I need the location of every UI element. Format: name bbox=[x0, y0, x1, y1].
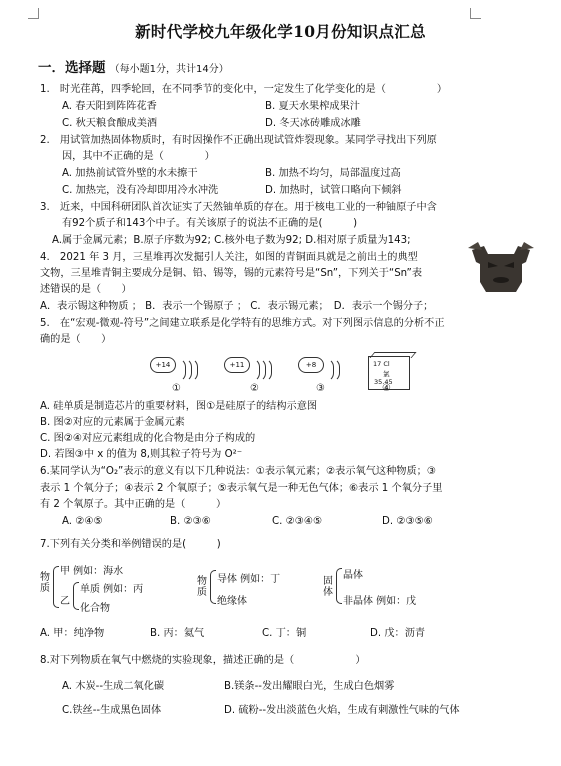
bronze-mask-image bbox=[466, 236, 536, 302]
q7-option-c: C. 丁：铜 bbox=[262, 628, 307, 639]
figure-label-1: ① bbox=[172, 383, 181, 394]
nucleus-3: +8 bbox=[298, 357, 324, 373]
q7-stem: 7.下列有关分类和举例错误的是( ) bbox=[40, 539, 221, 550]
q4-stem-line2: 文物，三星堆青铜主要成分是铜、铅、锡等，锡的元素符号是“Sn”，下列关于“Sn”表 bbox=[40, 268, 423, 279]
q4-stem-line3: 述错误的是（ ） bbox=[40, 284, 132, 295]
figure-label-3: ③ bbox=[316, 383, 325, 394]
crop-mark-top-left bbox=[28, 8, 39, 19]
classification-diagram bbox=[40, 562, 460, 614]
q1-option-c: C. 秋天粮食酿成美酒 bbox=[62, 118, 158, 129]
section-note: （每小题1分，共计14分） bbox=[109, 64, 229, 75]
section-heading bbox=[38, 56, 229, 76]
diagram-b-daoti: 导体 例如：丁 bbox=[217, 574, 281, 585]
q5-option-d: D. 若图③中 x 的值为 8,则其粒子符号为 O²⁻ bbox=[40, 449, 243, 460]
q7-option-a: A. 甲：纯净物 bbox=[40, 628, 105, 639]
q7-option-b: B. 丙：氦气 bbox=[150, 628, 205, 639]
q2-stem-line1: 2. 用试管加热固体物质时，有时因操作不正确出现试管炸裂现象。某同学寻找出下列原 bbox=[40, 135, 437, 146]
q6-stem-line1: 6.某同学认为“O₂”表示的意义有以下几种说法：①表示氧元素；②表示氧气这种物质；③ bbox=[40, 466, 436, 477]
diagram-a-huahewu: 化合物 bbox=[80, 603, 110, 614]
q1-option-a: A. 春天阳到阵阵花香 bbox=[62, 101, 157, 112]
figure-label-4: ④ bbox=[382, 383, 391, 394]
q1-option-b: B. 夏天水果榨成果汁 bbox=[265, 101, 360, 112]
q8-stem: 8.对下列物质在氧气中燃烧的实验现象，描述正确的是（ ） bbox=[40, 655, 366, 666]
q5-stem-line1: 5. 在“宏观-微观-符号”之间建立联系是化学特有的思维方式。对下列图示信息的分析不正 bbox=[40, 318, 445, 329]
diagram-a-danzhi: 单质 例如：丙 bbox=[80, 584, 144, 595]
q8-option-a: A. 木炭--生成二氧化碳 bbox=[62, 681, 165, 692]
q3-stem-line1: 3. 近来，中国科研团队首次证实了天然铀单质的存在。用于核电工业的一种铀原子中含 bbox=[40, 202, 437, 213]
q6-option-a: A. ②④⑤ bbox=[62, 516, 103, 527]
section-title: 一．选择题 bbox=[38, 60, 106, 76]
q6-stem-line3: 有 2 个氧原子。其中正确的是（ ） bbox=[40, 499, 227, 510]
q2-stem-line2: 因，其中不正确的是（ ） bbox=[62, 151, 215, 162]
q3-stem-line2: 有92个质子和143个中子。有关该原子的说法不正确的是( ) bbox=[62, 218, 358, 229]
q5-stem-line2: 确的是（ ） bbox=[40, 334, 112, 345]
q6-option-c: C. ②③④⑤ bbox=[272, 516, 323, 527]
diagram-c-jingti: 晶体 bbox=[343, 570, 363, 581]
q8-option-c: C.铁丝--生成黑色固体 bbox=[62, 705, 162, 716]
q2-option-b: B. 加热不均匀，局部温度过高 bbox=[265, 168, 401, 179]
element-name: 氯 bbox=[383, 370, 390, 378]
q2-option-a: A. 加热前试管外壁的水未擦干 bbox=[62, 168, 198, 179]
atom-structure-figures bbox=[150, 352, 400, 402]
q2-option-c: C. 加热完，没有冷却即用冷水冲洗 bbox=[62, 185, 219, 196]
figure-label-2: ② bbox=[250, 383, 259, 394]
q7-option-d: D. 戊：沥青 bbox=[370, 628, 426, 639]
q1-option-d: D. 冬天冰砖雕成冰雕 bbox=[265, 118, 361, 129]
q5-option-b: B. 图②对应的元素属于金属元素 bbox=[40, 417, 185, 428]
q5-option-a: A. 硅单质是制造芯片的重要材料，图①是硅原子的结构示意图 bbox=[40, 401, 318, 412]
nucleus-1: +14 bbox=[150, 357, 176, 373]
q6-stem-line2: 表示 1 个氧分子；④表示 2 个氧原子；⑤表示氧气是一种无色气体；⑥表示 1 个氧分子里 bbox=[40, 483, 443, 494]
q6-option-d: D. ②③⑤⑥ bbox=[382, 516, 433, 527]
crop-mark-top-right bbox=[470, 8, 481, 19]
q8-option-d: D. 硫粉--发出淡蓝色火焰，生成有刺激性气味的气体 bbox=[224, 705, 460, 716]
q6-option-b: B. ②③⑥ bbox=[170, 516, 211, 527]
nucleus-2: +11 bbox=[224, 357, 250, 373]
q4-options: A．表示锡这种物质 ； B．表示一个锡原子 ； C．表示锡元素； D．表示一个锡分子； bbox=[40, 301, 434, 312]
diagram-c-label: 固 体 bbox=[323, 576, 333, 598]
q2-option-d: D. 加热时，试管口略向下倾斜 bbox=[265, 185, 402, 196]
diagram-a-label: 物 质 bbox=[40, 572, 50, 594]
q1-stem: 1. 时光荏苒，四季轮回，在不同季节的变化中，一定发生了化学变化的是（ ） bbox=[40, 84, 448, 95]
diagram-b-label: 物 质 bbox=[197, 576, 207, 598]
element-mass: 35.45 bbox=[374, 378, 393, 386]
page-title: 新时代学校九年级化学10月份知识点汇总 bbox=[135, 22, 426, 41]
diagram-c-feijingti: 非晶体 例如：戊 bbox=[343, 596, 417, 607]
element-number-symbol: 17 Cl bbox=[373, 360, 390, 368]
q8-option-b: B.镁条--发出耀眼白光，生成白色烟雾 bbox=[224, 681, 395, 692]
q3-options: A.属于金属元素；B.原子序数为92; C.核外电子数为92; D.相对原子质量为143; bbox=[52, 235, 411, 246]
diagram-a-jia: 甲 例如：海水 bbox=[60, 566, 124, 577]
q4-stem-line1: 4. 2021 年 3 月，三星堆再次发掘引人关注，如图的青铜面具就是之前出土的典型 bbox=[40, 252, 418, 263]
diagram-a-yi: 乙 bbox=[60, 596, 70, 607]
q5-option-c: C. 图②④对应元素组成的化合物是由分子构成的 bbox=[40, 433, 256, 444]
diagram-b-jueyuanti: 绝缘体 bbox=[217, 596, 247, 607]
